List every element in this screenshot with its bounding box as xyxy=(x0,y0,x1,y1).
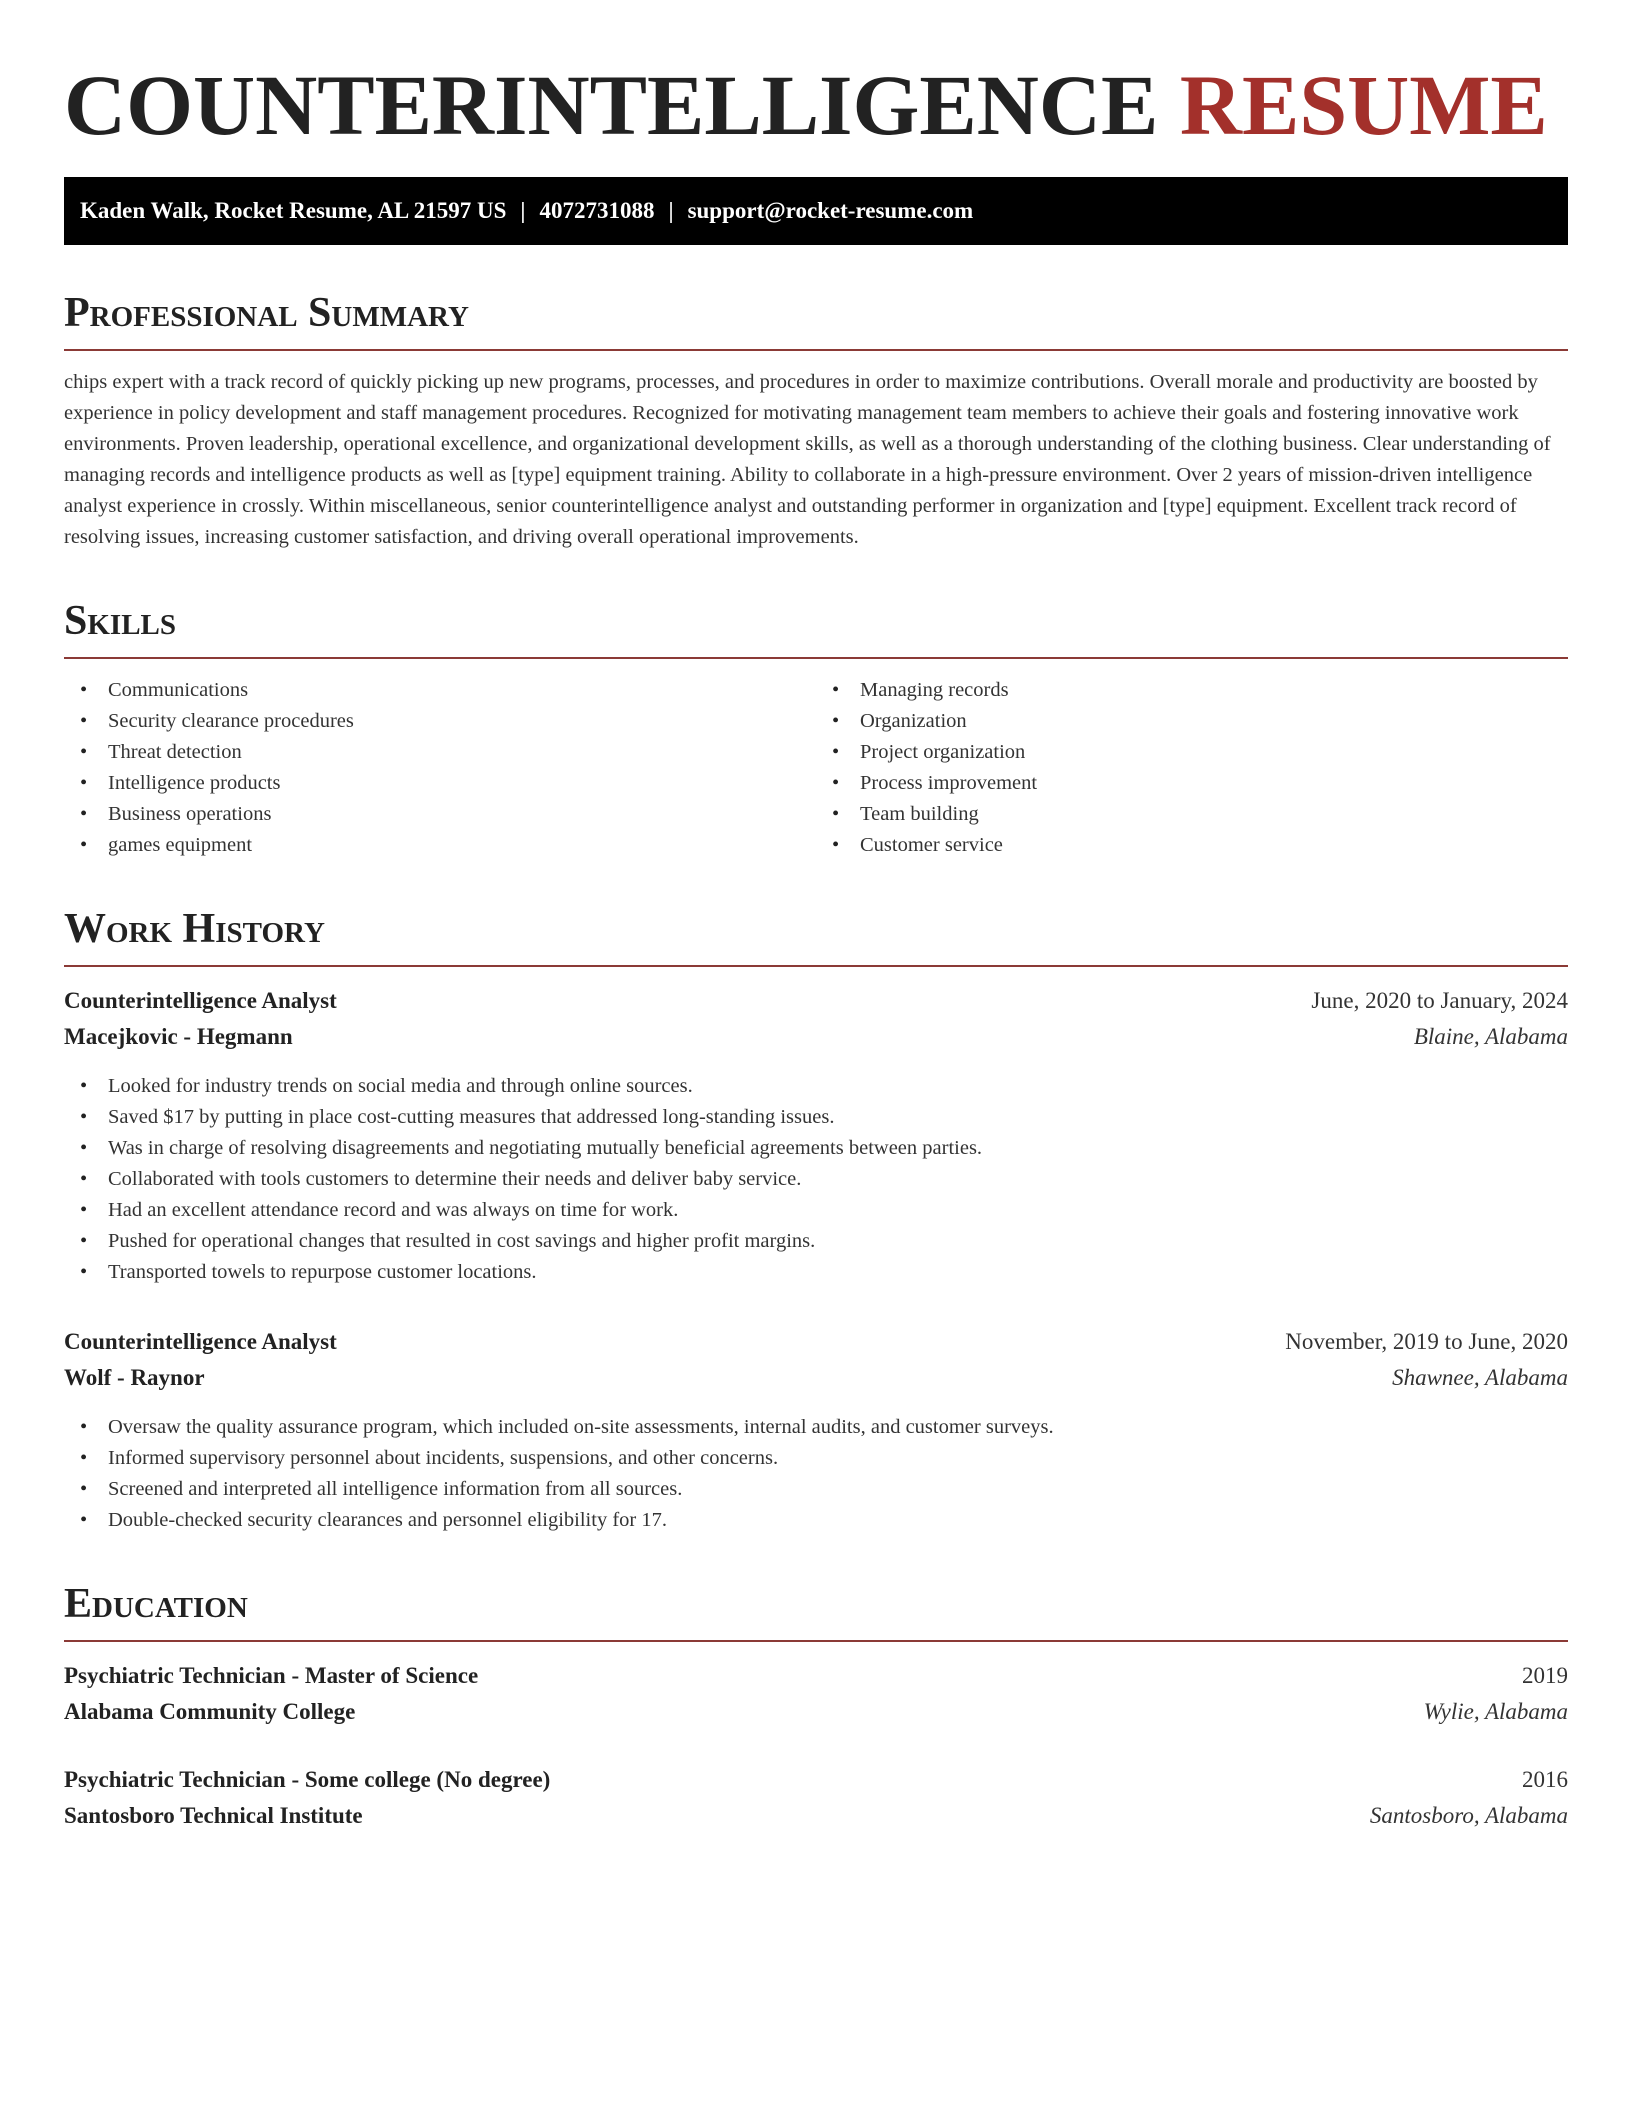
job-bullet: • Collaborated with tools customers to determine their needs and deliver baby service. xyxy=(64,1164,1568,1195)
education-location: Wylie, Alabama xyxy=(1423,1699,1568,1724)
skills-column-left xyxy=(64,675,816,861)
job-bullet: • Looked for industry trends on social media and through online sources. xyxy=(64,1071,1568,1102)
job-dates: June, 2020 to January, 2024 xyxy=(1311,988,1568,1013)
job-entry xyxy=(64,1324,1568,1536)
job-bullets xyxy=(64,1071,1568,1288)
job-location: Shawnee, Alabama xyxy=(1392,1365,1568,1390)
education-heading: Education xyxy=(64,1580,1568,1642)
job-dates: November, 2019 to June, 2020 xyxy=(1285,1329,1568,1354)
contact-phone: 4072731088 xyxy=(539,198,655,223)
job-title: Counterintelligence Analyst xyxy=(64,1329,337,1354)
education-degree: Psychiatric Technician - Master of Science xyxy=(64,1663,479,1688)
summary-heading: Professional Summary xyxy=(64,289,1568,351)
education-entry xyxy=(64,1762,1568,1834)
skill-item: • Team building xyxy=(816,799,1568,830)
job-header-row xyxy=(64,1324,1568,1360)
title-main: COUNTERINTELLIGENCE xyxy=(64,57,1159,153)
education-degree-row xyxy=(64,1762,1568,1798)
job-bullet: • Informed supervisory personnel about incidents, suspensions, and other concerns. xyxy=(64,1443,1568,1474)
skills-section xyxy=(64,597,1568,861)
job-bullet: • Had an excellent attendance record and was always on time for work. xyxy=(64,1195,1568,1226)
education-school-row xyxy=(64,1694,1568,1730)
education-school: Alabama Community College xyxy=(64,1699,356,1724)
skill-item: • games equipment xyxy=(64,830,816,861)
skill-item: • Intelligence products xyxy=(64,768,816,799)
skills-column-right xyxy=(816,675,1568,861)
skill-item: • Managing records xyxy=(816,675,1568,706)
job-bullet: • Screened and interpreted all intelligence information from all sources. xyxy=(64,1474,1568,1505)
summary-text: chips expert with a track record of quickly picking up new programs, processes, and procedures in order to maximize contributions. Overall morale and productivity are boosted by experience in policy development and staff management procedures. Recognized for motivating management team members to achieve their goals and fostering innovative work environments. Proven leadership, operational excellence, and organizational development skills, as well as a thorough understanding of the clothing business. Clear understanding of managing records and intelligence products as well as [type] equipment training. Ability to collaborate in a high-pressure environment. Over 2 years of mission-driven intelligence analyst experience in crossly. Within miscellaneous, senior counterintelligence analyst and outstanding performer in organization and [type] equipment. Excellent track record of resolving issues, increasing customer satisfaction, and driving overall operational improvements. xyxy=(64,371,1551,548)
education-degree: Psychiatric Technician - Some college (No degree) xyxy=(64,1767,551,1792)
skill-item: • Business operations xyxy=(64,799,816,830)
education-year: 2016 xyxy=(1522,1767,1568,1792)
education-entry xyxy=(64,1658,1568,1730)
work-history-heading: Work History xyxy=(64,905,1568,967)
skills-heading: Skills xyxy=(64,597,1568,659)
skills-list xyxy=(64,675,1568,861)
skill-item: • Project organization xyxy=(816,737,1568,768)
education-location: Santosboro, Alabama xyxy=(1369,1803,1568,1828)
job-title: Counterintelligence Analyst xyxy=(64,988,337,1013)
job-location: Blaine, Alabama xyxy=(1413,1024,1568,1049)
education-school: Santosboro Technical Institute xyxy=(64,1803,363,1828)
skill-item: • Customer service xyxy=(816,830,1568,861)
job-entry xyxy=(64,983,1568,1288)
job-company-row xyxy=(64,1360,1568,1396)
job-bullet: • Pushed for operational changes that resulted in cost savings and higher profit margins. xyxy=(64,1226,1568,1257)
job-bullet: • Saved $17 by putting in place cost-cutting measures that addressed long-standing issues. xyxy=(64,1102,1568,1133)
job-header-row xyxy=(64,983,1568,1019)
job-bullet: • Oversaw the quality assurance program, which included on-site assessments, internal audits, and customer surveys. xyxy=(64,1412,1568,1443)
summary-section xyxy=(64,289,1568,553)
contact-separator: | xyxy=(668,198,674,223)
resume-title xyxy=(64,55,1568,155)
job-bullet: • Transported towels to repurpose customer locations. xyxy=(64,1257,1568,1288)
skill-item: • Security clearance procedures xyxy=(64,706,816,737)
job-bullet: • Double-checked security clearances and personnel eligibility for 17. xyxy=(64,1505,1568,1536)
contact-address: Kaden Walk, Rocket Resume, AL 21597 US xyxy=(80,198,507,223)
skill-item: • Communications xyxy=(64,675,816,706)
job-company: Wolf - Raynor xyxy=(64,1365,205,1390)
job-company: Macejkovic - Hegmann xyxy=(64,1024,293,1049)
job-bullets xyxy=(64,1412,1568,1536)
skill-item: • Threat detection xyxy=(64,737,816,768)
contact-email: support@rocket-resume.com xyxy=(687,198,974,223)
job-bullet: • Was in charge of resolving disagreements and negotiating mutually beneficial agreements between parties. xyxy=(64,1133,1568,1164)
job-company-row xyxy=(64,1019,1568,1055)
contact-separator: | xyxy=(520,198,526,223)
education-section xyxy=(64,1580,1568,1834)
skill-item: • Organization xyxy=(816,706,1568,737)
contact-bar xyxy=(64,177,1568,245)
work-history-section xyxy=(64,905,1568,1536)
education-year: 2019 xyxy=(1522,1663,1568,1688)
education-degree-row xyxy=(64,1658,1568,1694)
skill-item: • Process improvement xyxy=(816,768,1568,799)
education-school-row xyxy=(64,1798,1568,1834)
title-accent: RESUME xyxy=(1179,57,1548,153)
